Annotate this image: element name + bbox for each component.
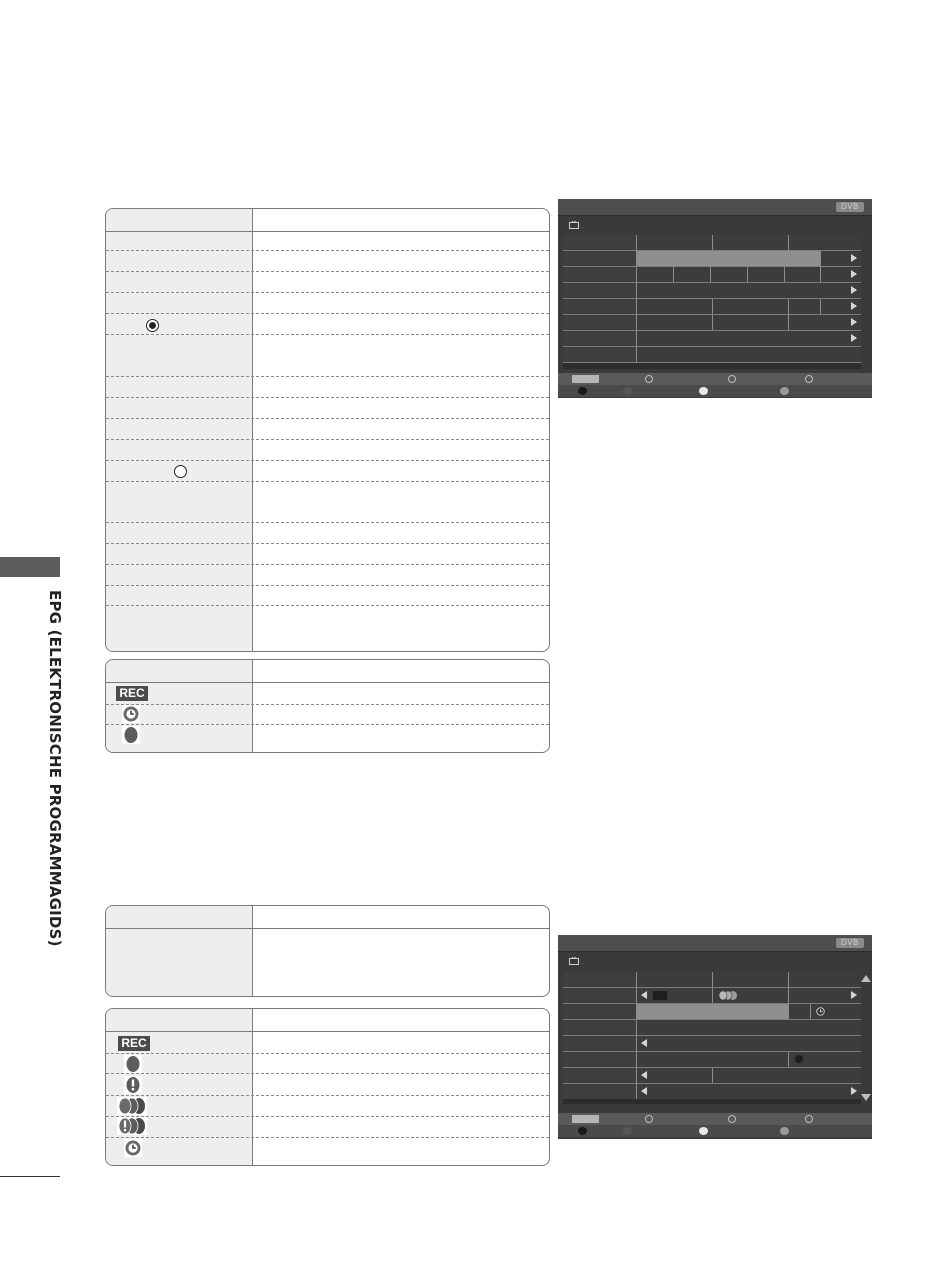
channel-row[interactable]: [563, 1068, 861, 1083]
row-divider: [106, 1137, 549, 1138]
icon-legend-table-bottom: [105, 1008, 550, 1166]
row-divider: [106, 564, 549, 565]
programme-cell[interactable]: [637, 299, 713, 314]
channel-row[interactable]: [563, 331, 861, 346]
info-key-icon: [805, 1115, 813, 1123]
mode-button[interactable]: [572, 375, 599, 383]
programme-grid: [563, 972, 861, 1104]
time-slot: [637, 235, 713, 250]
channel-name-cell[interactable]: [563, 1052, 637, 1067]
select-key-icon: [728, 375, 736, 383]
channel-row[interactable]: [563, 267, 861, 282]
row-divider: [106, 543, 549, 544]
dark-blob-icon: [122, 726, 140, 744]
programme-cell[interactable]: [789, 1004, 811, 1019]
next-arrow-icon: [851, 270, 857, 278]
channel-row[interactable]: [563, 251, 861, 266]
row-divider: [106, 1053, 549, 1054]
time-slot: [789, 235, 861, 250]
channel-name-cell[interactable]: [563, 347, 637, 362]
channel-name-cell[interactable]: [563, 1068, 637, 1083]
yellow-key-icon[interactable]: [699, 387, 708, 395]
grid-cell: [563, 972, 637, 987]
channel-name-cell[interactable]: [563, 283, 637, 298]
time-header-row: [563, 235, 861, 250]
screen-key-bar: [558, 373, 872, 385]
programme-cell[interactable]: [711, 267, 748, 282]
table-header: [106, 660, 549, 683]
programme-cell-selected[interactable]: [637, 1004, 789, 1019]
row-divider: [106, 704, 549, 705]
screen-title-bar: [558, 199, 872, 216]
programme-cell[interactable]: [674, 267, 711, 282]
row-divider: [106, 418, 549, 419]
mode-button[interactable]: [572, 1115, 599, 1123]
row-divider: [106, 439, 549, 440]
rec-badge-icon: REC: [116, 686, 148, 701]
next-arrow-icon: [851, 302, 857, 310]
screen-title-bar: [558, 935, 872, 952]
multiple-schedule-icon: [718, 991, 738, 1000]
chapter-title: EPG (ELEKTRONISCHE PROGRAMMAGIDS): [46, 590, 64, 947]
grid-line: [563, 362, 861, 363]
reminder-dot-icon: [795, 1055, 803, 1063]
warning-icon: [124, 1076, 142, 1094]
blue-key-icon[interactable]: [780, 1127, 789, 1135]
row-divider: [106, 250, 549, 251]
programme-cell[interactable]: [789, 299, 821, 314]
row-divider: [106, 292, 549, 293]
grid-cell: [563, 235, 637, 250]
programme-cell[interactable]: [637, 347, 861, 362]
epg-screen-top: [558, 199, 872, 398]
screen-colour-key-bar: [558, 1125, 872, 1137]
programme-cell[interactable]: [637, 1052, 789, 1067]
row-divider: [106, 481, 549, 482]
row-divider: [106, 460, 549, 461]
programme-cell[interactable]: [637, 988, 713, 1003]
table-header: [106, 1009, 549, 1032]
row-divider: [106, 1095, 549, 1096]
time-header-row: [563, 972, 861, 987]
previous-arrow-icon: [641, 1071, 647, 1079]
programme-cell[interactable]: [713, 299, 789, 314]
row-divider: [106, 605, 549, 606]
multiple-schedule-icon: [117, 1097, 147, 1115]
channel-name-cell[interactable]: [563, 251, 637, 266]
programme-cell[interactable]: [637, 267, 674, 282]
previous-arrow-icon: [641, 1039, 647, 1047]
dvb-badge: DVB: [836, 938, 864, 948]
programme-cell[interactable]: [785, 267, 821, 282]
channel-name-cell[interactable]: [563, 1036, 637, 1051]
channel-row[interactable]: [563, 1020, 861, 1035]
time-slot: [713, 235, 789, 250]
tv-icon: [569, 221, 579, 229]
row-divider: [106, 522, 549, 523]
chapter-tab: [0, 557, 60, 577]
record-marker-icon: [653, 991, 667, 1000]
clock-icon: [122, 705, 140, 723]
red-key-icon[interactable]: [578, 1127, 587, 1135]
scroll-down-icon[interactable]: [861, 1094, 871, 1101]
programme-grid: [563, 235, 861, 369]
programme-cell[interactable]: [637, 1068, 713, 1083]
screen-key-bar: [558, 1113, 872, 1125]
next-arrow-icon: [851, 334, 857, 342]
circle-dot-icon: [146, 319, 159, 332]
next-arrow-icon: [851, 254, 857, 262]
page-number-rule: [0, 1176, 60, 1177]
time-slot: [789, 972, 861, 987]
row-divider: [106, 397, 549, 398]
channel-row[interactable]: [563, 283, 861, 298]
programme-cell[interactable]: [637, 283, 861, 298]
tv-icon: [569, 957, 579, 965]
channel-row[interactable]: [563, 315, 861, 330]
programme-cell[interactable]: [713, 1068, 861, 1083]
channel-name-cell[interactable]: [563, 299, 637, 314]
clock-icon: [124, 1139, 142, 1157]
green-key-icon[interactable]: [623, 387, 632, 395]
channel-name-cell[interactable]: [563, 331, 637, 346]
channel-row[interactable]: [563, 1036, 861, 1051]
next-arrow-icon: [851, 286, 857, 294]
time-slot: [713, 972, 789, 987]
epg-screen-bottom: [558, 935, 872, 1139]
screen-colour-key-bar: [558, 385, 872, 397]
previous-arrow-icon: [641, 1087, 647, 1095]
programme-cell[interactable]: [713, 315, 789, 330]
dvb-badge: DVB: [836, 202, 864, 212]
red-key-icon[interactable]: [578, 387, 587, 395]
blue-key-icon[interactable]: [780, 387, 789, 395]
channel-name-cell[interactable]: [563, 267, 637, 282]
programme-cell-selected[interactable]: [637, 251, 821, 266]
row-divider: [106, 271, 549, 272]
programme-cell[interactable]: [637, 1084, 861, 1099]
info-key-icon: [805, 375, 813, 383]
row-divider: [106, 313, 549, 314]
dark-blob-icon: [124, 1055, 142, 1073]
clock-icon: [816, 1007, 825, 1016]
multiple-warning-icon: [117, 1117, 147, 1135]
row-divider: [106, 1116, 549, 1117]
next-arrow-icon: [851, 1087, 857, 1095]
rec-badge-icon: REC: [118, 1036, 150, 1051]
programme-cell[interactable]: [637, 1020, 861, 1035]
ok-key-icon: [645, 375, 653, 383]
channel-row[interactable]: [563, 1052, 861, 1067]
channel-name-cell[interactable]: [563, 1020, 637, 1035]
row-divider: [106, 334, 549, 335]
green-key-icon[interactable]: [623, 1127, 632, 1135]
programme-cell[interactable]: [637, 315, 713, 330]
channel-row[interactable]: [563, 1084, 861, 1099]
channel-name-cell[interactable]: [563, 1004, 637, 1019]
row-divider: [106, 376, 549, 377]
programme-cell[interactable]: [748, 267, 785, 282]
yellow-key-icon[interactable]: [699, 1127, 708, 1135]
table-header: [106, 906, 549, 929]
previous-arrow-icon: [641, 991, 647, 999]
channel-row[interactable]: [563, 988, 861, 1003]
next-arrow-icon: [851, 991, 857, 999]
channel-row[interactable]: [563, 299, 861, 314]
circle-icon: [174, 465, 187, 478]
channel-name-cell[interactable]: [563, 988, 637, 1003]
row-divider: [106, 724, 549, 725]
programme-cell[interactable]: [637, 331, 861, 346]
ok-key-icon: [645, 1115, 653, 1123]
icon-legend-table-top: [105, 659, 550, 753]
time-slot: [637, 972, 713, 987]
row-divider: [106, 585, 549, 586]
row-divider: [106, 1073, 549, 1074]
key-function-table-bottom: [105, 905, 550, 997]
key-function-table-top: [105, 208, 550, 652]
channel-name-cell[interactable]: [563, 1084, 637, 1099]
channel-row[interactable]: [563, 347, 861, 362]
channel-row[interactable]: [563, 1004, 861, 1019]
programme-cell[interactable]: [637, 1036, 861, 1051]
select-key-icon: [728, 1115, 736, 1123]
scroll-up-icon[interactable]: [861, 975, 871, 982]
table-header: [106, 209, 549, 232]
channel-name-cell[interactable]: [563, 315, 637, 330]
next-arrow-icon: [851, 318, 857, 326]
